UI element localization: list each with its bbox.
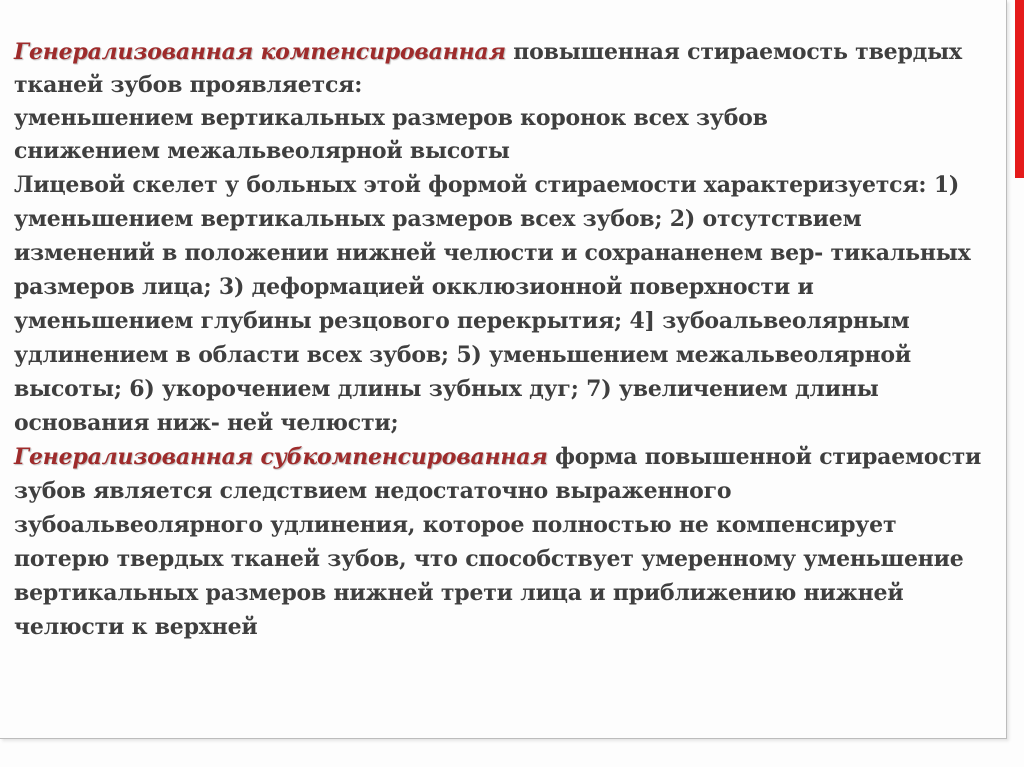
symptom-interalveolar-height: снижением межальвеолярной высоты — [14, 138, 510, 164]
paragraph-facial-skeleton: Лицевой скелет у больных этой формой стираемости характеризуется: 1) уменьшением вертикальных размеров всех зубов; 2) отсутствием изменений в положении нижней челюсти и сохрананенем вер- тикальных размеров лица; 3) деформацией окклюзионной поверхности и уменьшением глубины резцового перекрытия; 4] зубоальвеолярным удлинением в области всех зубов; 5) уменьшением межальвеолярной высоты; 6) укорочением длины зубных дуг; 7) увеличением длины основания ниж- ней челюсти; — [14, 172, 971, 436]
paragraph-definition-compensated — [14, 36, 984, 102]
definition-subcompensated-text: форма повышенной стираемости зубов является следствием недостаточно выраженного зубоальвеолярного удлинения, которое полностью не компенсирует потерю твердых тканей зубов, что способствует умеренному уменьшение вертикальных размеров нижней трети лица и приближению нижней челюсти к верхней — [14, 444, 982, 640]
term-compensated: Генерализованная компенсированная — [14, 39, 506, 65]
definition-compensated-text: повышенная стираемость твердых тканей зубов проявляется: — [14, 39, 962, 98]
paragraph-definition-subcompensated — [14, 440, 984, 644]
symptom-crown-height: уменьшением вертикальных размеров коронок всех зубов — [14, 105, 768, 131]
accent-bar — [1015, 0, 1024, 178]
term-subcompensated: Генерализованная субкомпенсированная — [14, 444, 548, 470]
slide-body — [14, 36, 984, 644]
